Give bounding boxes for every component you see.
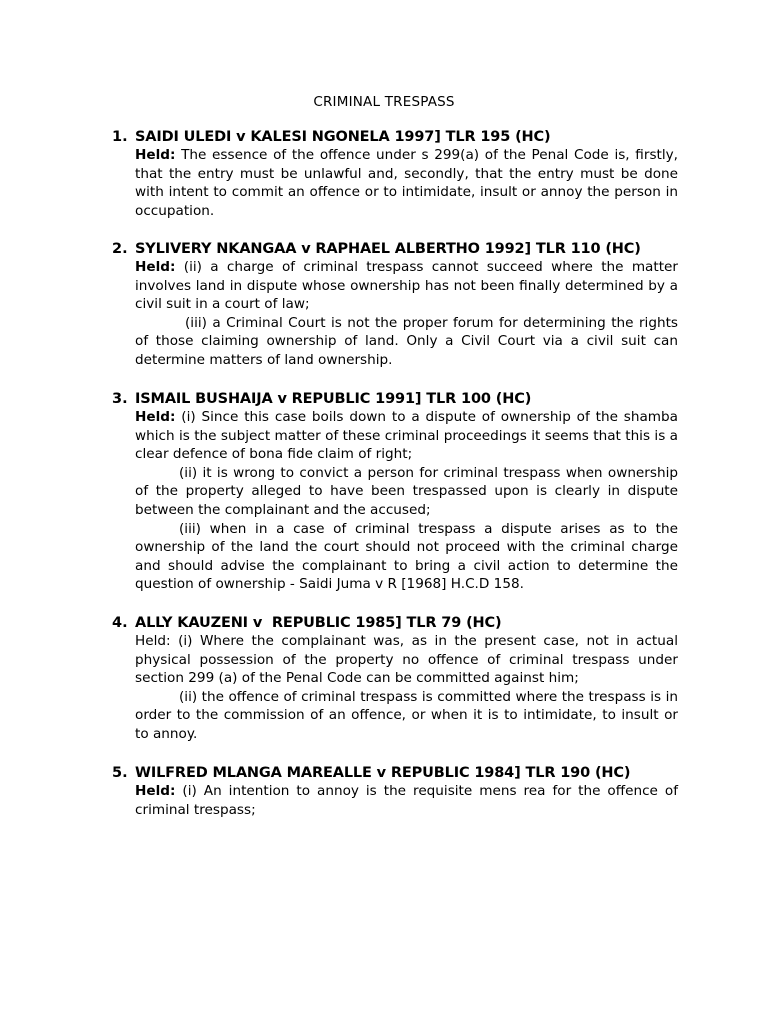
held-paragraph: (i) Since this case boils down to a dispute of ownership of the shamba which is the subject matter of these criminal proceedings it seems that this is a clear defence of bona fide claim of right; xyxy=(135,409,678,463)
case-heading xyxy=(112,764,678,782)
document-title: CRIMINAL TRESPASS xyxy=(313,94,455,110)
held-label: Held: xyxy=(135,409,176,425)
held-text xyxy=(135,782,678,819)
case-heading xyxy=(112,240,678,258)
held-paragraph: (i) Where the complainant was, as in the present case, not in actual physical possession of the property no offence of criminal trespass under section 299 (a) of the Penal Code can be committed against him; xyxy=(135,633,678,687)
held-paragraph: (iii) a Criminal Court is not the proper forum for determining the rights of those claiming ownership of land. Only a Civil Court via a civil suit can determine matters of land ownership. xyxy=(135,314,678,368)
held-paragraph: (ii) it is wrong to convict a person for criminal trespass when ownership of the property alleged to have been trespassed upon is clearly in dispute between the complainant and the accused; xyxy=(135,464,678,518)
held-paragraph: (i) An intention to annoy is the requisite mens rea for the offence of criminal trespass; xyxy=(135,783,678,818)
held-text xyxy=(135,632,678,744)
case-number: 2. xyxy=(112,241,128,257)
held-paragraph: The essence of the offence under s 299(a) of the Penal Code is, firstly, that the entry must be unlawful and, secondly, that the entry must be done with intent to commit an offence or to intimidate, insult or annoy the person in occupation. xyxy=(135,147,678,219)
case-number: 1. xyxy=(112,129,128,145)
case-title: SAIDI ULEDI v KALESI NGONELA 1997] TLR 195 (HC) xyxy=(135,129,551,145)
case-number: 4. xyxy=(112,615,128,631)
held-label: Held: xyxy=(135,147,176,163)
case-entry-1 xyxy=(112,128,678,220)
case-title: ALLY KAUZENI v REPUBLIC 1985] TLR 79 (HC) xyxy=(135,615,502,631)
case-entry-5 xyxy=(112,764,678,819)
held-paragraph: (ii) the offence of criminal trespass is committed where the trespass is in order to the commission of an offence, or when it is to intimidate, to insult or to annoy. xyxy=(135,688,678,742)
case-heading xyxy=(112,390,678,408)
case-title: SYLIVERY NKANGAA v RAPHAEL ALBERTHO 1992] TLR 110 (HC) xyxy=(135,241,641,257)
held-paragraph: (ii) a charge of criminal trespass cannot succeed where the matter involves land in dispute whose ownership has not been finally determined by a civil suit in a court of law; xyxy=(135,259,678,313)
case-entry-2 xyxy=(112,240,678,370)
held-label: Held: xyxy=(135,633,171,649)
held-text xyxy=(135,146,678,220)
case-heading xyxy=(112,128,678,146)
case-number: 3. xyxy=(112,391,128,407)
held-paragraph: (iii) when in a case of criminal trespass a dispute arises as to the ownership of the land the court should not proceed with the criminal charge and should advise the complainant to bring a civil action to determine the question of ownership - Saidi Juma v R [1968] H.C.D 158. xyxy=(135,520,678,593)
case-title: ISMAIL BUSHAIJA v REPUBLIC 1991] TLR 100 (HC) xyxy=(135,391,532,407)
held-text xyxy=(135,258,678,370)
case-entry-4 xyxy=(112,614,678,744)
case-heading xyxy=(112,614,678,632)
case-number: 5. xyxy=(112,765,128,781)
case-entry-3 xyxy=(112,390,678,594)
held-text xyxy=(135,408,678,594)
case-title: WILFRED MLANGA MAREALLE v REPUBLIC 1984] TLR 190 (HC) xyxy=(135,765,631,781)
held-label: Held: xyxy=(135,259,176,275)
held-label: Held: xyxy=(135,783,176,799)
